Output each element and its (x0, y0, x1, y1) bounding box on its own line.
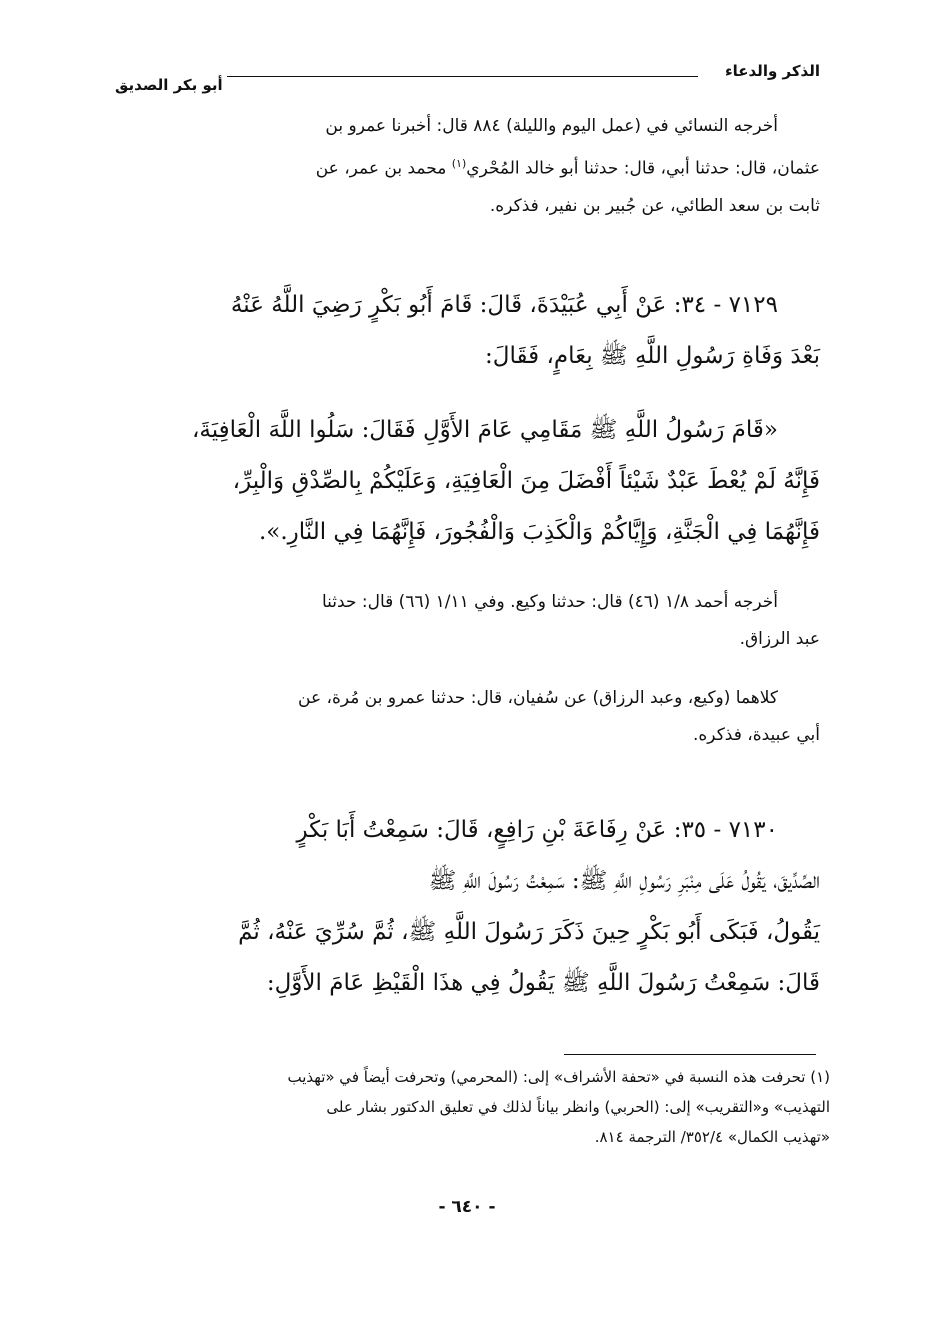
footnote-marker[interactable]: (١) (451, 157, 467, 170)
text-line: أبي عبيدة، فذكره. (693, 725, 820, 745)
text-line: ٧١٢٩ - ٣٤: عَنْ أَبِي عُبَيْدَةَ، قَالَ: قَامَ أَبُو بَكْرٍ رَضِيَ اللَّهُ عَنْهُ (230, 292, 778, 318)
chapter-title: الذكر والدعاء (724, 62, 820, 80)
text-line: أخرجه أحمد ١/٨ (٤٦) قال: حدثنا وكيع. وفي ١/١١ (٦٦) قال: حدثنا (322, 592, 778, 612)
text-line (128, 145, 820, 188)
takhrij-paragraph-1 (128, 108, 820, 225)
section-title: أبو بكر الصديق (115, 76, 223, 94)
page-number: - ٦٤٠ - (438, 1197, 496, 1217)
text-segment: عثمان، قال: حدثنا أبي، قال: حدثنا أبو خالد المُحْري (466, 158, 820, 179)
text-line: بَعْدَ وَفَاةِ رَسُولِ اللَّهِ ﷺ بِعَامٍ، فَقَالَ: (485, 343, 820, 369)
takhrij-paragraph-3 (128, 680, 820, 754)
text-segment: محمد بن عمر، عن (315, 158, 452, 179)
text-line: عبد الرزاق. (739, 629, 820, 649)
hadith-7129-intro (128, 280, 820, 382)
takhrij-paragraph-2 (128, 584, 820, 658)
text-line: قَالَ: سَمِعْتُ رَسُولَ اللَّهِ ﷺ يَقُولُ فِي هذَا الْقَيْظِ عَامَ الأَوَّلِ: (266, 970, 820, 996)
footnote-line: التهذيب» و«التقريب» إلى: (الحربي) وانظر بياناً لذلك في تعليق الدكتور بشار على (326, 1098, 830, 1116)
text-line: ثابت بن سعد الطائي، عن جُبير بن نفير، فذكره. (489, 195, 820, 216)
hadith-7129-text (128, 405, 820, 558)
footnote-line: (١) تحرفت هذه النسبة في «تحفة الأشراف» إلى: (المحرمي) وتحرفت أيضاً في «تهذيب (287, 1068, 830, 1086)
hadith-7130-text (128, 805, 820, 1009)
text-line: الصِّدِّيقَ، يَقُولُ عَلَى مِنْبَرِ رَسُولِ اللَّهِ ﷺ: سَمِعْتُ رَسُولَ اللَّهِ ﷺ (428, 868, 820, 894)
footnote-line: «تهذيب الكمال» ٣٥٢/٤/ الترجمة ٨١٤. (594, 1128, 830, 1146)
text-line: فَإِنَّهُ لَمْ يُعْطَ عَبْدٌ شَيْئاً أَفْضَلَ مِنَ الْعَافِيَةِ، وَعَلَيْكُمْ بِالصِّدْقِ وَالْبِرِّ، (232, 468, 820, 494)
text-line: كلاهما (وكيع، وعبد الرزاق) عن سُفيان، قال: حدثنا عمرو بن مُرة، عن (298, 688, 778, 708)
footnote-separator (564, 1054, 816, 1055)
footnotes (128, 1062, 830, 1152)
header-rule (227, 76, 698, 77)
running-header (115, 60, 820, 100)
text-line: فَإِنَّهُمَا فِي الْجَنَّةِ، وَإِيَّاكُمْ وَالْكَذِبَ وَالْفُجُورَ، فَإِنَّهُمَا فِي النَّارِ.». (258, 519, 820, 545)
text-line: أخرجه النسائي في (عمل اليوم والليلة) ٨٨٤ قال: أخبرنا عمرو بن (325, 116, 778, 136)
text-line: يَقُولُ، فَبَكَى أَبُو بَكْرٍ حِينَ ذَكَرَ رَسُولَ اللَّهِ ﷺ، ثُمَّ سُرِّيَ عَنْهُ، ثُمَّ (238, 919, 820, 945)
text-line: ٧١٣٠ - ٣٥: عَنْ رِفَاعَةَ بْنِ رَافِعٍ، قَالَ: سَمِعْتُ أَبَا بَكْرٍ (296, 817, 778, 843)
text-line: «قَامَ رَسُولُ اللَّهِ ﷺ مَقَامِي عَامَ الأَوَّلِ فَقَالَ: سَلُوا اللَّهَ الْعَافِيَةَ، (191, 417, 778, 443)
